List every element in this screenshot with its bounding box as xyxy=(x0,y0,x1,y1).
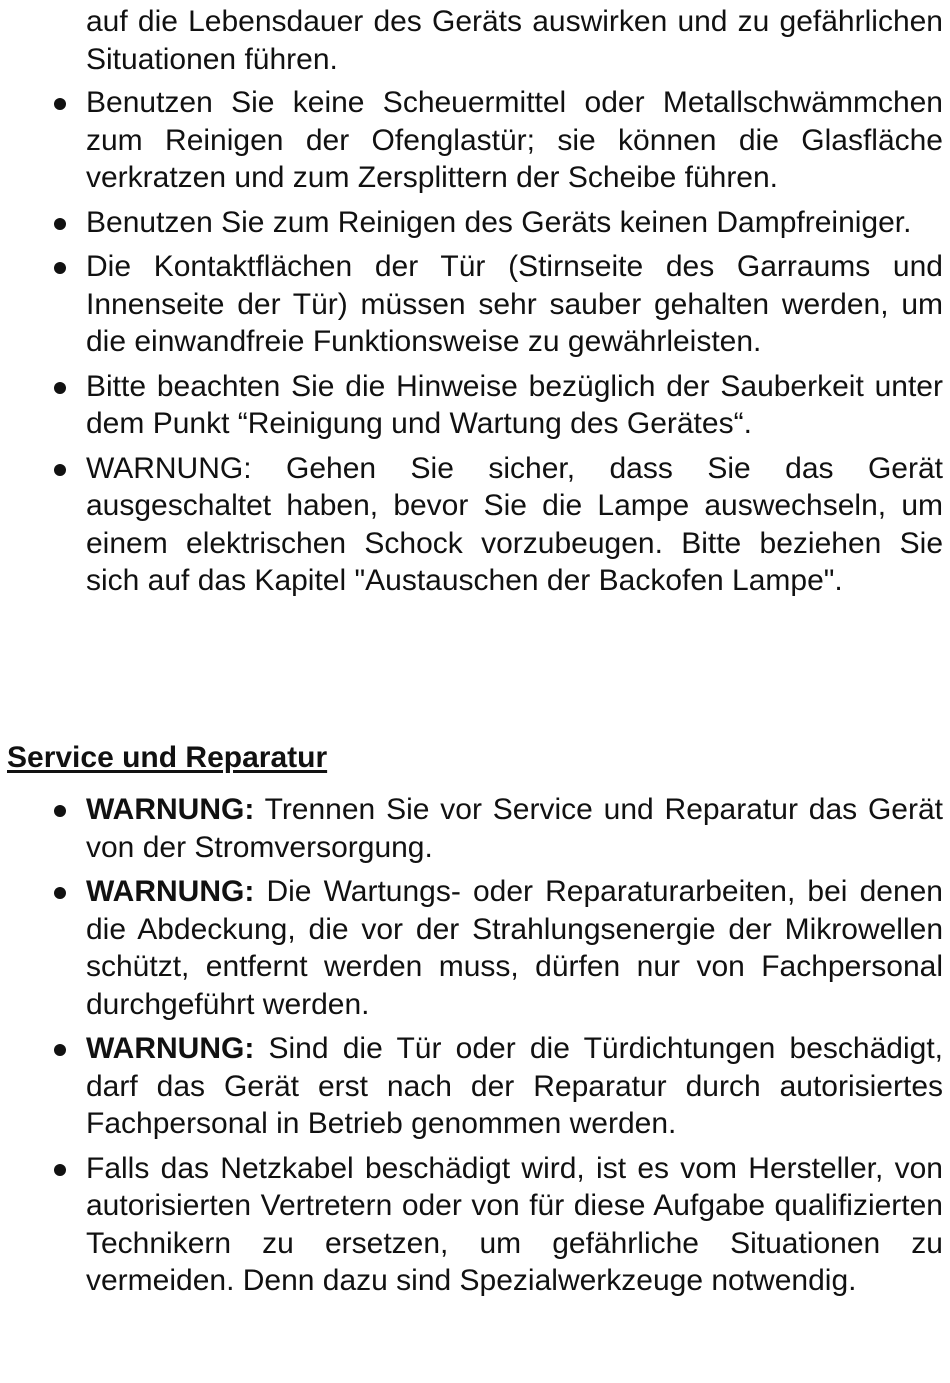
bullet-icon xyxy=(54,805,66,817)
bullet-icon xyxy=(54,1044,66,1056)
list-item-text: Benutzen Sie keine Scheuermittel oder Metallschwämmchen zum Reinigen der Ofenglastür; sie können die Glasfläche verkratzen und zum Zersplittern der Scheibe führen. xyxy=(86,86,943,194)
list-item-text: Trennen Sie vor Service und Reparatur das Gerät von der Stromversorgung. xyxy=(86,793,943,864)
list-item-text: Sind die Tür oder die Türdichtungen beschädigt, darf das Gerät erst nach der Reparatur durch autorisiertes Fachpersonal in Betrieb genommen werden. xyxy=(86,1032,943,1140)
list-item-text: Bitte beachten Sie die Hinweise bezüglich der Sauberkeit unter dem Punkt “Reinigung und Wartung des Gerätes“. xyxy=(86,369,943,440)
list-item xyxy=(0,1030,943,1143)
section-heading-service: Service und Reparatur xyxy=(7,741,328,774)
list-item-text: Falls das Netzkabel beschädigt wird, ist es vom Hersteller, von autorisierten Vertretern oder von für diese Aufgabe qualifizierten Technikern zu ersetzen, um gefährliche Situationen zu vermeiden. Denn dazu sind Spezialwerkzeuge notwendig. xyxy=(86,1151,943,1297)
list-item xyxy=(0,791,943,866)
bullet-icon xyxy=(54,464,66,476)
warning-label: WARNUNG: xyxy=(86,793,255,826)
list-item-text: Die Kontaktflächen der Tür (Stirnseite des Garraums und Innenseite der Tür) müssen sehr sauber gehalten werden, um die einwandfreie Funktionsweise zu gewährleisten. xyxy=(86,250,943,358)
list-item-text: WARNUNG: Gehen Sie sicher, dass Sie das Gerät ausgeschaltet haben, bevor Sie die Lampe auswechseln, um einem elektrischen Schock vorzubeugen. Bitte beziehen Sie sich auf das Kapitel "Austauschen der Backofen Lampe". xyxy=(86,451,943,597)
warning-label: WARNUNG: xyxy=(86,1032,255,1065)
cleaning-list xyxy=(0,84,950,607)
list-item xyxy=(0,1150,943,1300)
list-item xyxy=(0,84,943,197)
warning-label: WARNUNG: xyxy=(86,875,255,908)
continued-paragraph: auf die Lebensdauer des Geräts auswirken und zu gefährlichen Situationen führen. xyxy=(86,5,943,76)
bullet-icon xyxy=(54,382,66,394)
list-item-text: Die Wartungs- oder Reparaturarbeiten, bei denen die Abdeckung, die vor der Strahlungsenergie der Mikrowellen schützt, entfernt werden muss, dürfen nur von Fachpersonal durchgeführt werden. xyxy=(86,875,943,1021)
bullet-icon xyxy=(54,218,66,230)
list-item xyxy=(0,450,943,600)
bullet-icon xyxy=(54,1164,66,1176)
bullet-icon xyxy=(54,262,66,274)
bullet-icon xyxy=(54,887,66,899)
list-item xyxy=(0,368,943,443)
service-list xyxy=(0,791,950,1307)
list-item xyxy=(0,204,943,242)
bullet-icon xyxy=(54,98,66,110)
list-item xyxy=(0,873,943,1023)
list-item xyxy=(0,248,943,361)
list-item-text: Benutzen Sie zum Reinigen des Geräts keinen Dampfreiniger. xyxy=(86,205,912,239)
